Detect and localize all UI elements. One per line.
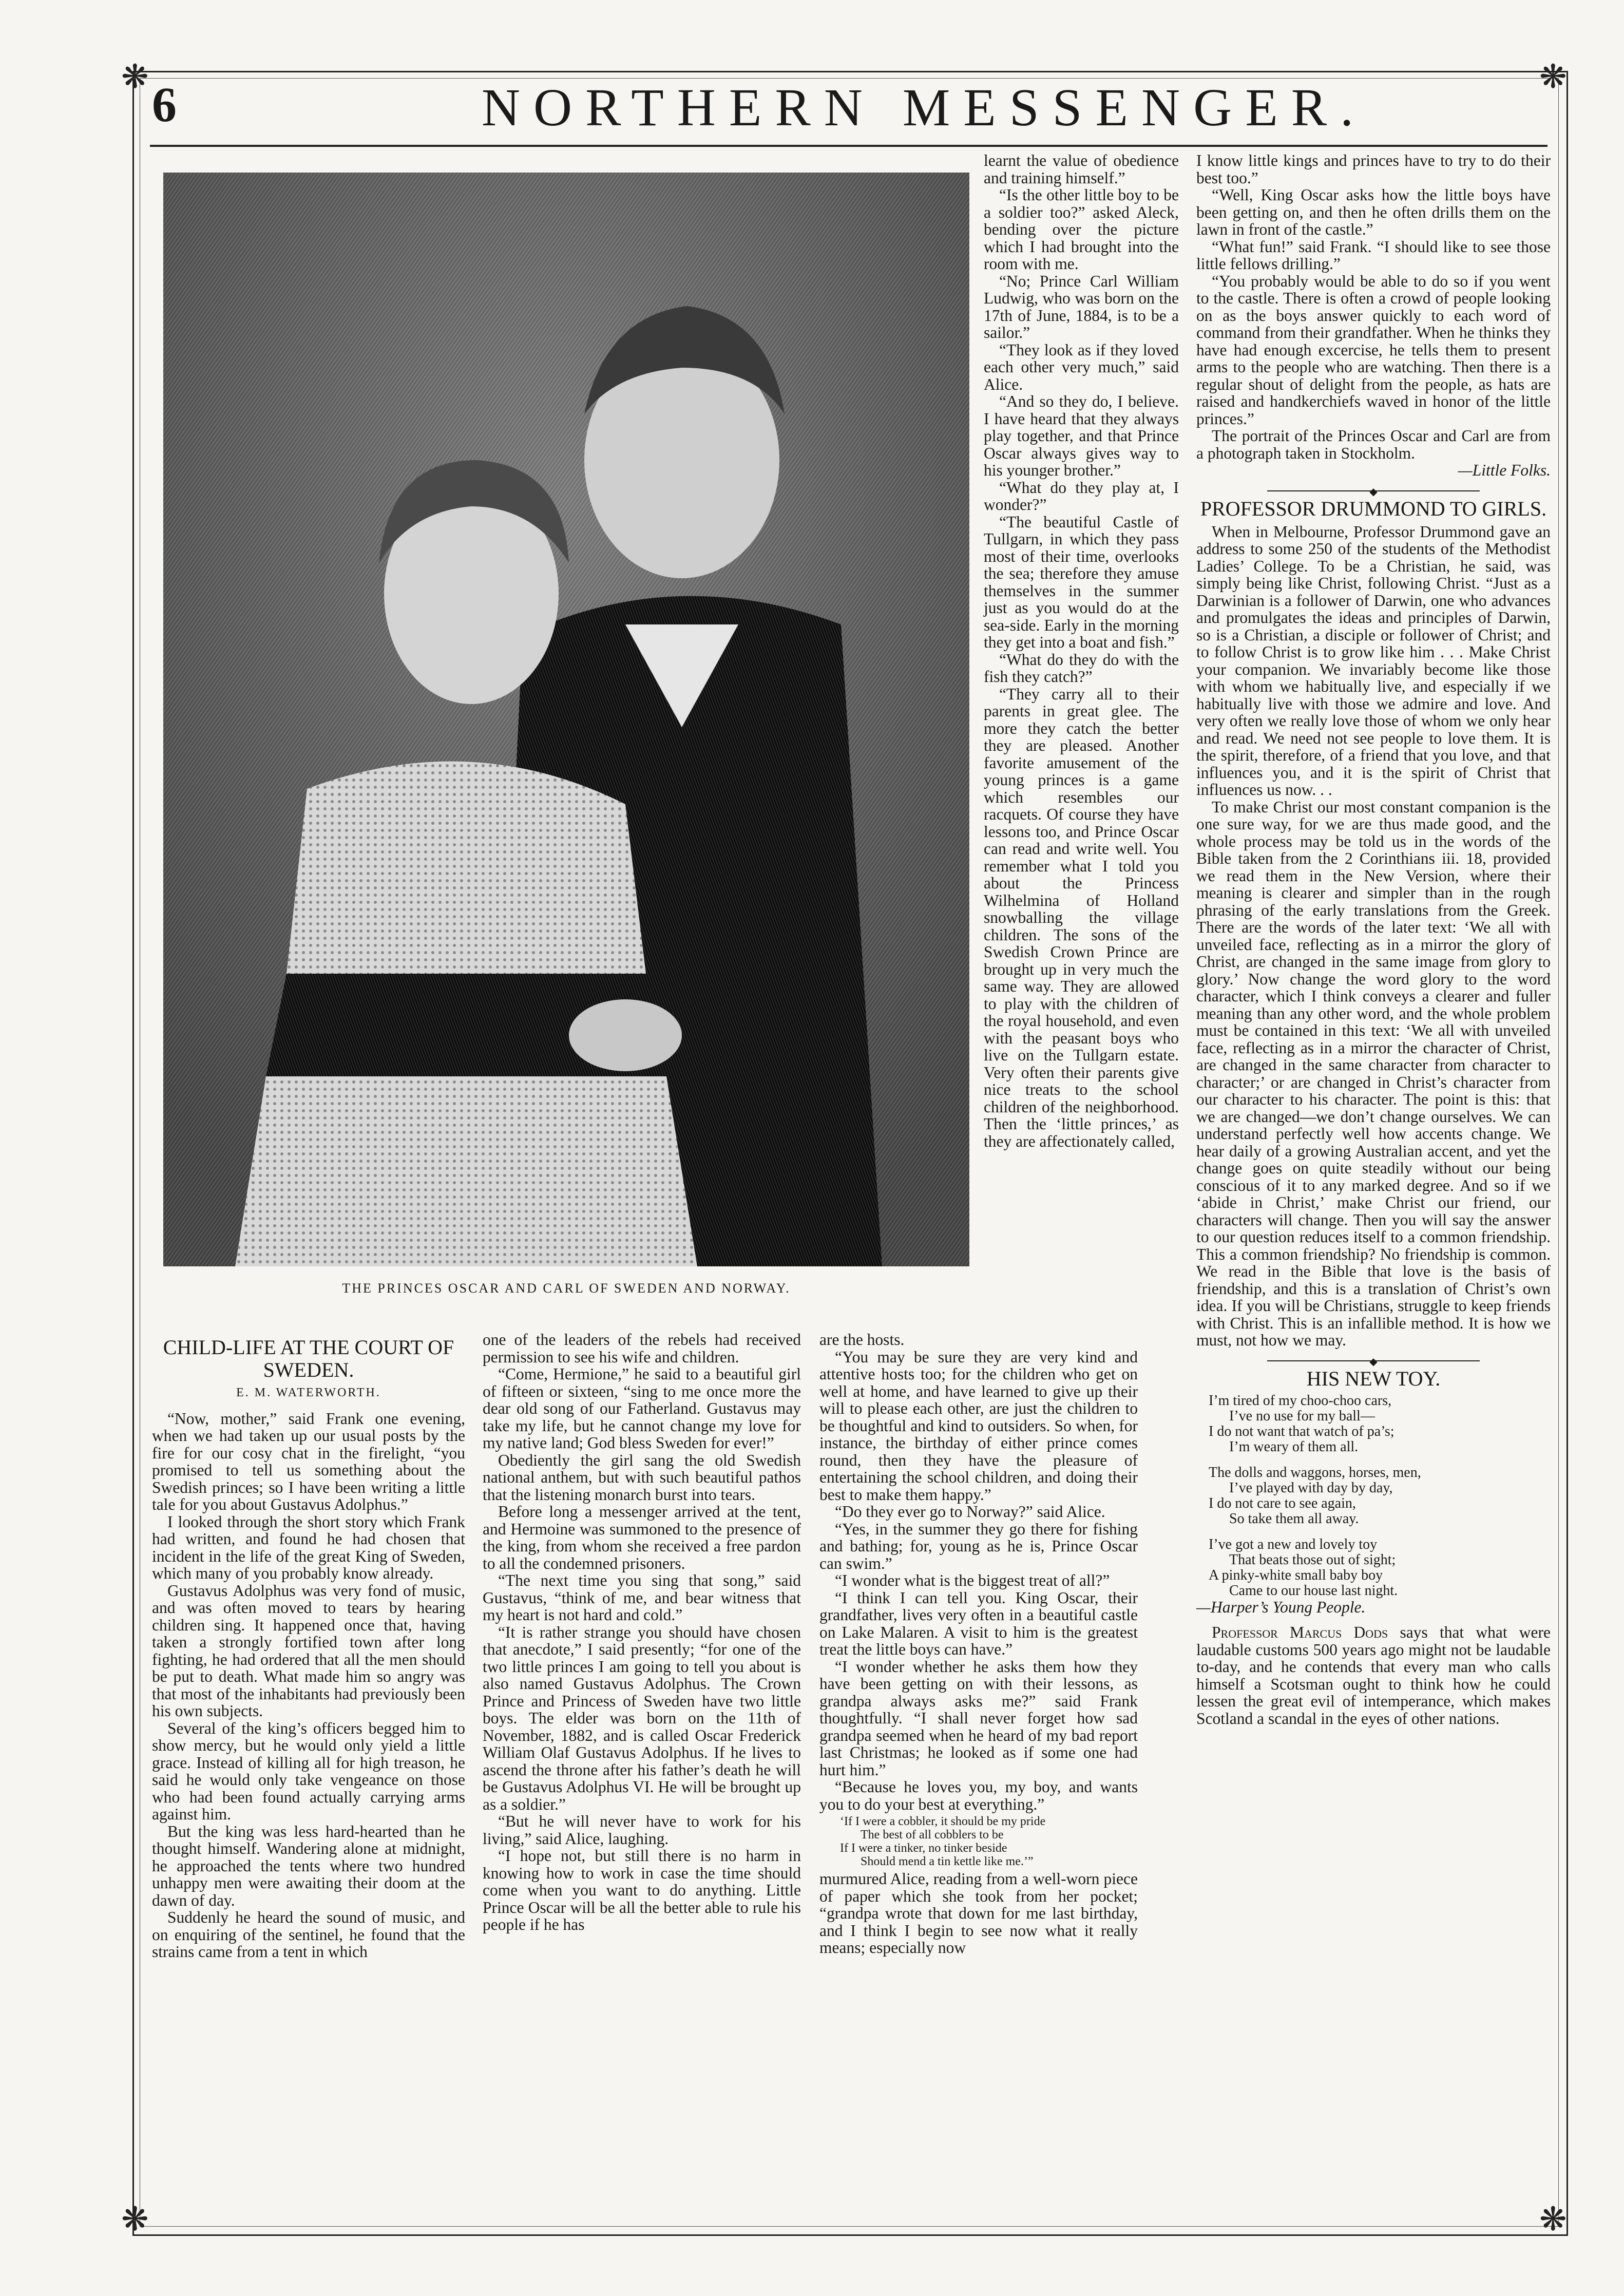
poem-line: I’ve got a new and lovely toy xyxy=(1209,1536,1378,1552)
note-name: Professor Marcus Dods xyxy=(1212,1623,1388,1641)
article-column-3 xyxy=(819,1331,1138,1957)
paragraph: “I wonder what is the biggest treat of all?” xyxy=(835,1571,1110,1589)
poem-line: I’m weary of them all. xyxy=(1229,1438,1359,1455)
masthead: NORTHERN MESSENGER. xyxy=(481,78,1367,137)
poem-source: —Harper’s Young People. xyxy=(1196,1598,1366,1616)
article-column-2 xyxy=(483,1331,801,1933)
paragraph: Obediently the girl sang the old Swedish national anthem, but with such beautiful pathos that the listening monarch burst into tears. xyxy=(483,1451,801,1504)
paragraph xyxy=(1196,1624,1551,1727)
poem-line: The dolls and waggons, horses, men, xyxy=(1209,1464,1421,1481)
note-text: says that what were laudable customs 500 years ago might not be laudable to-day, and he contends that every man who calls himself a Scotsman ought to think how he could lessen the great evil of intemperance, which makes Scotland a scandal in the eyes of other nations. xyxy=(1196,1623,1551,1728)
corner-ornament-icon: ❋ xyxy=(121,59,149,95)
corner-ornament-icon: ❋ xyxy=(121,2201,149,2237)
paragraph: “I think I can tell you. King Oscar, their grandfather, lives very often in a beautiful castle on Lake Malaren. A visit to him is the greatest treat the little boys can have.” xyxy=(819,1588,1138,1658)
paragraph: “No; Prince Carl William Ludwig, who was born on the 17th of June, 1884, is to be a sailor.” xyxy=(984,272,1179,341)
paragraph: “They carry all to their parents in great glee. The more they catch the better they are pleased. Another favorite amusement of the young princes is a game which resembles our racquets. Of course they have lessons too, and Prince Oscar can read and write well. You remember what I told you about the Princess Wilhelmina of Holland snowballing the village children. The sons of the Swedish Crown Prince are brought up in very much the same way. They are allowed to play with the children of the royal household, and even with the peasant boys who live on the Tullgarn estate. Very often their parents give nice treats to the school children of the neighborhood. Then the ‘little princes,’ as they are affectionately called, xyxy=(984,685,1179,1150)
corner-ornament-icon: ❋ xyxy=(1539,59,1567,95)
paragraph: Several of the king’s officers begged him to show mercy, but he would only yield a little grace. Instead of killing all for high treason, he said he would only take vengeance on those who had been found actually carrying arms against him. xyxy=(152,1719,465,1823)
paragraph: “Because he loves you, my boy, and wants you to do your best at everything.” xyxy=(819,1778,1138,1813)
header-rule xyxy=(150,145,1547,147)
paragraph: learnt the value of obedience and training himself.” xyxy=(984,151,1179,187)
poem-line: Came to our house last night. xyxy=(1229,1582,1398,1599)
paragraph: To make Christ our most constant companion is the one sure way, for we are thus made good, and the whole process may be told us in the words of the Bible taken from the 2 Corinthians iii. 18, provided we read them in the New Version, where their meaning is clearer and simpler than in the rough phrasing of the early translations from the Greek. There are the words of the later text: ‘We all with unveiled face, reflecting as in a mirror the glory of Christ, are changed in the same image from glory to glory.’ Now change the word glory to the word character, which I think conveys a clearer and fuller meaning than any other word, and the whole problem must be contained in this text: ‘We all with unveiled face, reflecting as in a mirror the character of Christ, are changed in the same character from character to character;’ or are changed in Christ’s character from our character to his character. The point is this: that we are changed—we don’t change ourselves. We can understand perfectly well how accents change. We hear daily of a growing Australian accent, and yet the change goes on quite steadily without our being conscious of it to any marked degree. And so if we ‘abide in Christ,’ make Christ our friend, our characters will change. Then you will say the answer to our question reduces itself to a common friendship. This a common friendship? No friendship is common. We read in the Bible that love is the basis of friendship, and this is a translation of Christ’s own idea. If you will be Christians, struggle to keep friends with Christ. This is an infallible method. It is how we must, not how we may. xyxy=(1196,798,1551,1349)
poem-body xyxy=(1209,1393,1551,1599)
illustration-caption: THE PRINCES OSCAR AND CARL OF SWEDEN AND NORWAY. xyxy=(342,1281,791,1296)
paragraph: “What do they do with the fish they catch?” xyxy=(984,650,1179,686)
paragraph: “They look as if they loved each other very much,” said Alice. xyxy=(984,340,1179,393)
paragraph: “Is the other little boy to be a soldier too?” asked Aleck, bending over the picture which I had brought into the room with me. xyxy=(984,186,1179,273)
poem-line: I do not care to see again, xyxy=(1209,1495,1356,1511)
poem-line: I do not want that watch of pa’s; xyxy=(1209,1423,1394,1439)
paragraph: But the king was less hard-hearted than he thought himself. Wandering alone at midnight, he approached the tents where two hundred unhappy men were awaiting their doom at the dawn of day. xyxy=(152,1822,465,1909)
paragraph: Suddenly he heard the sound of music, and on enquiring of the sentinel, he found that the strains came from a tent in which xyxy=(152,1908,465,1961)
section-divider xyxy=(1267,490,1480,491)
verse-line: The best of all cobblers to be xyxy=(861,1828,1004,1842)
paragraph: Before long a messenger arrived at the tent, and Hermoine was summoned to the presence of the king, from whom she received a free pardon to all the condemned prisoners. xyxy=(483,1503,801,1572)
poem-line: A pinky-white small baby boy xyxy=(1209,1567,1383,1583)
poem-line: I’m tired of my choo-choo cars, xyxy=(1209,1392,1392,1409)
paragraph: “I hope not, but still there is no harm in knowing how to work in case the time should come when you want to do anything. Little Prince Oscar will be all the better able to rule his people if he has xyxy=(483,1847,801,1933)
paragraph: “Do they ever go to Norway?” said Alice. xyxy=(835,1503,1105,1521)
verse-line: If I were a tinker, no tinker beside xyxy=(840,1842,1007,1855)
paragraph: “And so they do, I believe. I have heard that they always play together, and that Prince Oscar always gives way to his younger brother.” xyxy=(984,392,1179,479)
article-title: CHILD-LIFE AT THE COURT OF SWEDEN. xyxy=(163,1336,454,1381)
poem-line: That beats those out of sight; xyxy=(1229,1551,1396,1568)
paragraph: “The next time you sing that song,” said Gustavus, “think of me, and bear witness that my heart is not hard and cold.” xyxy=(483,1571,801,1624)
paragraph: “It is rather strange you should have chosen that anecdote,” I said presently; “for one of the two little princes I am going to tell you about is also named Gustavus Adolphus. The Crown Prince and Princess of Sweden have two little boys. The elder was born on the 11th of November, 1882, and is called Oscar Frederick William Olaf Gustavus Adolphus. If he lives to ascend the throne after his father’s death he will be Gustavus Adolphus VI. He will be brought up as a soldier.” xyxy=(483,1623,801,1813)
paragraph: murmured Alice, reading from a well-worn piece of paper which she took from her pocket; “grandpa wrote that down for me last birthday, and I think I begin to see now what it really means; especially now xyxy=(819,1870,1138,1957)
paragraph: “Well, King Oscar asks how the little boys have been getting on, and then he often drills them on the lawn in front of the castle.” xyxy=(1196,186,1551,238)
paragraph: “I wonder whether he asks them how they have been getting on with their lessons, as grandpa always asks me?” said Frank thoughtfully. “I shall never forget how sad grandpa seemed when he heard of my bad report last Christmas; he looked as if some one had hurt him.” xyxy=(819,1657,1138,1779)
poem-line: I’ve no use for my ball— xyxy=(1229,1408,1375,1424)
paragraph: “The beautiful Castle of Tullgarn, in which they pass most of their time, overlooks the sea; therefore they amuse themselves in the summer just as you would do at the sea-side. Early in the morning they get into a boat and fish.” xyxy=(984,513,1179,651)
paragraph: “Come, Hermione,” he said to a beautiful girl of fifteen or sixteen, “sing to me once more the dear old song of our Fatherland. Gustavus may take my life, but he cannot change my love for my native land; God bless Sweden for ever!” xyxy=(483,1365,801,1452)
quoted-verse xyxy=(840,1815,1138,1868)
article-source: —Little Folks. xyxy=(1458,461,1551,479)
article-column-right xyxy=(1196,152,1551,1727)
paragraph: “What fun!” said Frank. “I should like to see those little fellows drilling.” xyxy=(1196,237,1551,273)
page-number: 6 xyxy=(152,77,177,132)
corner-ornament-icon: ❋ xyxy=(1539,2201,1567,2237)
section-divider xyxy=(1267,1360,1480,1361)
paragraph: “What do they play at, I wonder?” xyxy=(984,478,1179,514)
paragraph: When in Melbourne, Professor Drummond gave an address to some 250 of the students of the Methodist Ladies’ College. To be a Christian, he said, was simply being like Christ, following Christ. “Just as a Darwinian is a follower of Darwin, one who advances and promulgates the ideas and principles of Darwin, so is a Christian, a disciple or follower of Christ; and to follow Christ is to grow like him . . . Make Christ your companion. We invariably become like those with whom we habitually live, and especially if we habitually live with those we admire and love. And very often we really love those of whom we only hear and read. We need not see people to love them. It is the spirit, therefore, of a friend that you love, and that influences you, and it is the spirit of Christ that influences us now. . . xyxy=(1196,522,1551,799)
paragraph: I know little kings and princes have to try to do their best too.” xyxy=(1196,151,1551,187)
engraving-portrait-image xyxy=(163,173,969,1266)
paragraph: The portrait of the Princes Oscar and Carl are from a photograph taken in Stockholm. xyxy=(1196,427,1551,462)
paragraph: I looked through the short story which Frank had written, and found he had chosen that incident in the life of the great King of Sweden, which many of you probably know already. xyxy=(152,1512,465,1582)
paragraph: “But he will never have to work for his living,” said Alice, laughing. xyxy=(483,1812,801,1848)
article-byline: E. M. WATERWORTH. xyxy=(236,1386,381,1399)
poem-line: So take them all away. xyxy=(1229,1510,1359,1527)
paragraph: Gustavus Adolphus was very fond of music, and was often moved to tears by hearing children sing. It happened once that, having taken a strongly fortified town after long fighting, he had ordered that all the men should be put to death. What made him so angry was that most of the inhabitants had previously been his own subjects. xyxy=(152,1581,465,1720)
paragraph: “Now, mother,” said Frank one evening, when we had taken up our usual posts by the fire for our cosy chat in the firelight, “you promised to tell us something about the Swedish princes; so I have been writing a little tale for you about Gustavus Adolphus.” xyxy=(152,1409,465,1513)
article-title: PROFESSOR DRUMMOND TO GIRLS. xyxy=(1200,497,1547,520)
verse-line: Should mend a tin kettle like me.’” xyxy=(861,1855,1034,1868)
paragraph: “You may be sure they are very kind and attentive hosts too; for the children who get on well at home, and have learned to give up their will to please each other, are just the children to be thoughtful and kind to outsiders. So when, for instance, the birthday of either prince comes round, then they have the pleasure of entertaining the school children, and doing their best to make them happy.” xyxy=(819,1348,1138,1504)
article-column-1 xyxy=(152,1331,465,1961)
paragraph: “Yes, in the summer they go there for fishing and bathing; for, young as he is, Prince Oscar can swim.” xyxy=(819,1520,1138,1572)
poem-title: HIS NEW TOY. xyxy=(1306,1367,1441,1390)
poem-line: I’ve played with day by day, xyxy=(1229,1479,1393,1496)
paragraph: “You probably would be able to do so if you went to the castle. There is often a crowd of people looking on as the boys answer quickly to each word of command from their grandfather. When he thinks they have had enough excercise, he tells them to present arms to the people who are watching. Then there is a regular shout of delight from the people, as hats are raised and handkerchiefs waved in honor of the little princes.” xyxy=(1196,272,1551,428)
verse-line: ‘If I were a cobbler, it should be my pride xyxy=(840,1815,1046,1828)
article-column-mid xyxy=(984,152,1179,1150)
paragraph: are the hosts. xyxy=(819,1331,905,1349)
paragraph: one of the leaders of the rebels had received permission to see his wife and children. xyxy=(483,1331,801,1366)
